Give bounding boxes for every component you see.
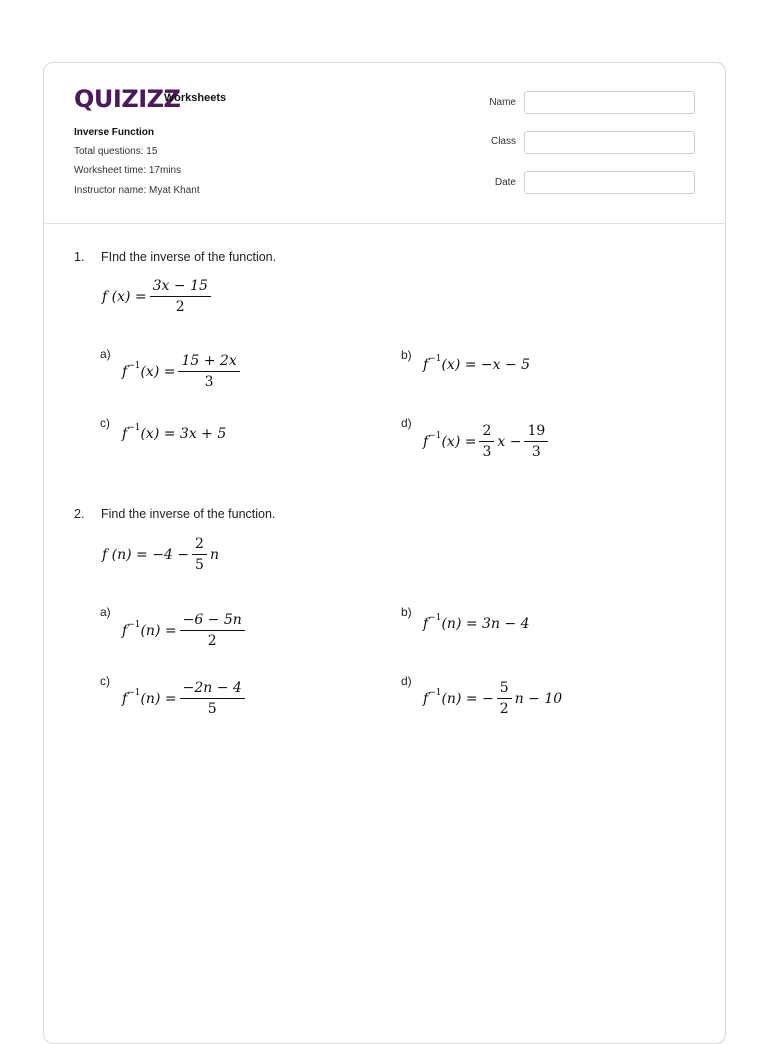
option-a-label: a) [100,605,111,619]
class-label: Class [490,136,516,147]
option-a-label: a) [100,347,111,361]
question-function: f (x) = $\frac{3x - 15}{2}$ [102,278,214,315]
logo-subtitle: Worksheets [164,92,227,104]
date-label: Date [494,177,516,188]
question-function: f (n) = −4 − $\frac{2}{5}$ n [102,536,219,573]
question-text: FInd the inverse of the function. [101,250,277,264]
class-field[interactable] [524,131,695,154]
question-number: 1. [74,250,85,264]
question-text: Find the inverse of the function. [101,507,276,521]
option-d-label: d) [401,416,412,430]
option-a[interactable]: f $^{-1}$ (n) = $\frac{-6 - 5n}{2}$ [122,612,248,649]
option-c-label: c) [100,674,110,688]
worksheet-title: Inverse Function [74,127,155,138]
name-field[interactable] [524,91,695,114]
option-b-label: b) [401,605,412,619]
worksheet-time: Worksheet time: 17mins [74,165,182,176]
option-d-label: d) [401,674,412,688]
option-c[interactable]: f $^{-1}$ (x) = 3x + 5 [122,423,227,442]
name-label: Name [489,97,516,108]
option-b[interactable]: f $^{-1}$ (n) = 3n − 4 [423,613,530,632]
quizizz-logo: QUIZIZZ [74,85,181,113]
option-c-label: c) [100,416,110,430]
option-c[interactable]: f $^{-1}$ (n) = $\frac{-2n - 4}{5}$ [122,680,248,717]
option-d[interactable]: f $^{-1}$ (x) = $\frac{2}{3}$ x − $\frac{19}{3}$ [423,423,551,460]
option-b-label: b) [401,348,412,362]
worksheet-page [43,62,726,1044]
total-questions: Total questions: 15 [74,146,158,157]
date-field[interactable] [524,171,695,194]
worksheet-header [44,63,725,224]
option-d[interactable]: f $^{-1}$ (n) = − $\frac{5}{2}$ n − 10 [423,680,563,717]
instructor-name: Instructor name: Myat Khant [74,185,200,196]
question-number: 2. [74,507,85,521]
option-a[interactable]: f $^{-1}$ (x) = $\frac{15 + 2x}{3}$ [122,353,243,390]
option-b[interactable]: f $^{-1}$ (x) = −x − 5 [423,354,531,373]
